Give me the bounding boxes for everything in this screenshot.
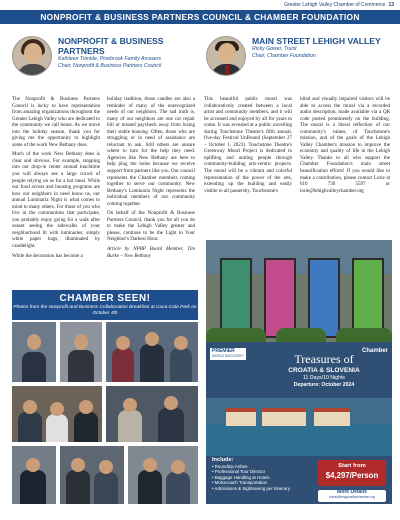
event-photo [60, 446, 124, 504]
article-column [12, 96, 100, 262]
include-item: • Baggage Handling at Hotels [212, 475, 312, 481]
ad-duration: 11 Days/10 Nights [302, 375, 345, 381]
avatar [206, 36, 246, 76]
ad-headline [260, 352, 388, 389]
paragraph: holiday tradition, those candles are also a reminder of many of the unrecognized needs of our neighbors. The sad truth is, many of our neighbors are one car repair bill or missed paycheck away from losing their stable housing. Often, those who are struggling or in need of assistance are reluctant to ask. Still others are unsure where to turn for the help they need. Agencies like New Bethany are here to help plug the holes because we receive support from partners like you. Our council represents the Chamber members coming together to serve our community. New Bethany's Luminaria Night represents the individual members of our community coming together. [107, 96, 195, 207]
include-heading: Include: [212, 457, 234, 463]
event-photo [128, 446, 198, 504]
banner-title: NONPROFIT & BUSINESS PARTNERS COUNCIL & CHAMBER FOUNDATION [40, 12, 360, 22]
paragraph: Much of the work New Bethany does is clear and obvious. For example, stopping into our drop-in center around lunchtime you will always see a large crowd of people relying on us for a hot meal. While our food access and housing programs are how our neighbors in need know us, our annual Luminaria Night is what comes to mind to many others. For those of you who live in the communities that participate, you probably enjoy going for a walk after sunset seeing the sidewalks of your neighborhood lit with luminaries; simply white paper bags, illuminated by candlelight. [12, 151, 100, 250]
paragraph: While the decoration has become a [12, 252, 83, 259]
section-banner [0, 10, 400, 24]
premier-logo [210, 348, 246, 360]
include-item: • Professional Tour Director [212, 469, 312, 475]
more-details-label: More Details [337, 489, 367, 495]
page-number: 13 [388, 2, 394, 8]
profile-role: Chair, Nonprofit & Business Partners Council [58, 63, 162, 69]
profile-role: Chair, Chamber Foundation [252, 53, 316, 59]
premier-tagline: WORLD DISCOVERY [212, 354, 244, 358]
price-value: $4,297/Person [325, 471, 379, 480]
article-column [107, 96, 195, 262]
chamber-logo: Chamber [361, 348, 388, 354]
running-head [284, 2, 394, 8]
profile-heading: MAIN STREET LEHIGH VALLEY [252, 36, 381, 46]
profile-name: Kathleen Trimble, Pinebrook Family Answers [58, 56, 161, 62]
ad-departure: Departure: October 2024 [293, 382, 355, 388]
paragraph: blind and visually impaired visitors will be able to access the mural via a recorded audio description, made available via a QR code posted prominently on the building. The mural is a literal reflection of our community's values, of Touchstone's mission, and of the goals of the Lehigh Valley Chamber's mission to improve the economy and quality of life in the Lehigh Valley. Thanks to all who support the Chamber Foundation's main street beautification efforts! If you would like to make a contribution, please contact Lorie at 610 739 5597 or lorie@lehighvalleychamber.org [300, 96, 390, 194]
event-photo [12, 446, 56, 504]
byline: Article by NPBP Board Member, Tim Burke – New Bethany [107, 246, 195, 259]
event-photo [106, 322, 198, 382]
publication-name: Greater Lehigh Valley Chamber of Commerce [284, 2, 386, 8]
include-list [212, 458, 312, 492]
event-photo [12, 322, 56, 382]
avatar [12, 36, 52, 76]
event-photo [106, 386, 198, 442]
include-item: • Admissions & Sightseeing per Itinerary [212, 486, 312, 492]
paragraph: On behalf of the Nonprofit & Business Partners Council, thank you for all you do to make the Lehigh Valley greater and please, continue to be the Light in Your Neighbor's Darkest Hour. [107, 210, 195, 243]
article-column [204, 96, 292, 197]
event-photo [12, 386, 102, 442]
profile-main-street [206, 36, 396, 86]
seen-title: CHAMBER SEEN! [59, 293, 151, 304]
seen-subtitle: Photos from the Nonprofit and Business Collaboration Breakfast at Coca-Cola Park on October 4th [13, 305, 197, 316]
ad-subtitle: CROATIA & SLOVENIA [288, 367, 360, 374]
travel-advertisement[interactable] [206, 342, 392, 504]
price-label: Start from [338, 463, 366, 469]
paragraph: This beautiful public mural was collaboratively created between a local artist and community members, and it will be accessed and enjoyed by all for years to come. It was revealed at a public unveiling during Touchstone Theatre's fifth annual, five-day Festival UnBound (September 27 – October 1, 2023). Touchstone Theatre's Greenway Mural Project is dedicated to uplifting and uniting people through community-building arts-centric projects. The mural will be a vibrant and colorful representation of the power of the arts, extending up the building and easily visible to all passersby. Touchstone's [204, 96, 292, 194]
mural-photo [206, 240, 392, 342]
more-details-button[interactable] [318, 490, 386, 502]
profile-heading: NONPROFIT & BUSINESS PARTNERS [58, 36, 164, 56]
include-item: • Motorcoach Transportation [212, 480, 312, 486]
include-item: • Roundtrip Airfare [212, 464, 312, 470]
more-details-email[interactable]: travel@lehighvalleychamber.org [329, 495, 375, 499]
profile-nonprofit [12, 36, 202, 86]
ad-title: Treasures of [294, 352, 354, 366]
paragraph: The Nonprofit & Business Partners Council is lucky to have representation from amazing organizations throughout the Greater Lehigh Valley who are dedicated to the community we call home. As we move into the holiday season, thank you for giving me the opportunity to highlight some of the work New Bethany does. [12, 96, 100, 148]
article-column [300, 96, 390, 197]
event-photos [12, 322, 198, 504]
event-photo [60, 322, 102, 382]
chamber-seen-header [12, 290, 198, 320]
price-badge [318, 460, 386, 486]
profile-name: Ricky Gower, Truist [252, 46, 297, 52]
premier-name: PREMIER [212, 348, 235, 354]
